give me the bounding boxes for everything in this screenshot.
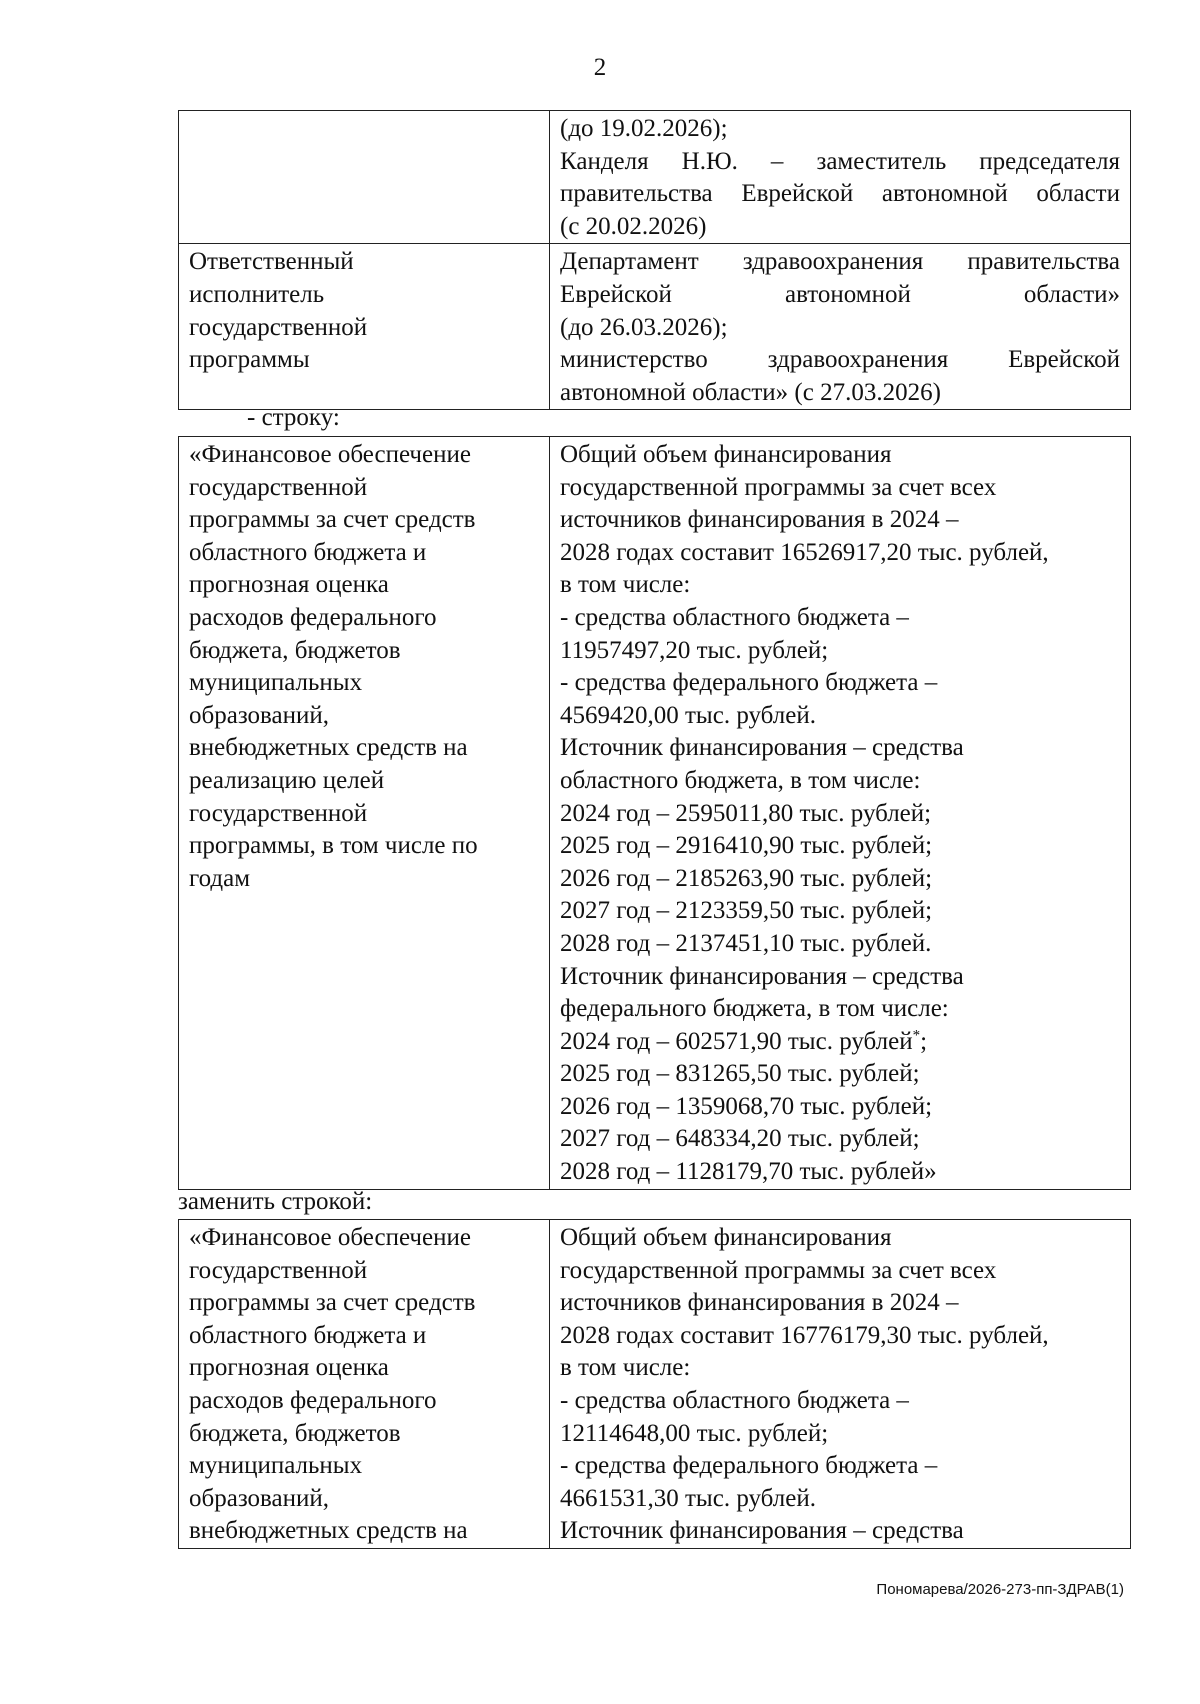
table-row [179, 111, 1131, 244]
new-financing-table [178, 1219, 1131, 1549]
row-value-cell [550, 111, 1131, 244]
text-line: государственной программы за счет всех [560, 1256, 997, 1284]
text-line: 2024 год – 2595011,80 тыс. рублей; [560, 799, 932, 827]
text-line: бюджета, бюджетов [189, 1419, 401, 1447]
text-line: Источник финансирования – средства [560, 962, 964, 990]
text-line: государственной [189, 799, 368, 827]
text-line: государственной программы за счет всех [560, 473, 997, 501]
text-line: «Финансовое обеспечение [189, 441, 471, 468]
text-line: - средства федерального бюджета – [560, 1452, 938, 1480]
text-line: образований, [189, 1484, 330, 1512]
text-line: областного бюджета и [189, 1321, 427, 1349]
text-line: (до 26.03.2026); [560, 313, 728, 341]
text-line: внебюджетных средств на [189, 1517, 468, 1545]
text-line: Общий объем финансирования [560, 441, 892, 468]
text-line: Общий объем финансирования [560, 1224, 892, 1251]
table-row [179, 1220, 1131, 1549]
row-value-cell [550, 1220, 1131, 1549]
text-line: 2027 год – 2123359,50 тыс. рублей; [560, 897, 933, 925]
text-line: государственной [189, 313, 368, 341]
footnote-mark: * [912, 1027, 921, 1044]
text-line: Ответственный [189, 248, 354, 276]
curator-executor-table [178, 110, 1131, 410]
text-line: программы за счет средств [189, 1289, 476, 1317]
text-line: Еврейской автономной области» [560, 280, 1120, 308]
text-line: Департамент здравоохранения правительства [560, 248, 1120, 276]
text-line: расходов федерального [189, 1386, 437, 1414]
instruction-label: - строку: [247, 404, 340, 431]
row-label-cell [179, 111, 550, 244]
text-line: Источник финансирования – средства [560, 1517, 964, 1545]
text-line: 4661531,30 тыс. рублей. [560, 1484, 816, 1512]
text-line: программы [189, 346, 310, 374]
text-line: Канделя Н.Ю. – заместитель председателя [560, 147, 1120, 175]
text-line: областного бюджета, в том числе: [560, 766, 921, 794]
text-line: государственной [189, 473, 368, 501]
table-row [179, 437, 1131, 1190]
text-line: 4569420,00 тыс. рублей. [560, 701, 816, 729]
text-line: прогнозная оценка [189, 1354, 389, 1382]
text-line: федерального бюджета, в том числе: [560, 995, 949, 1023]
text-line: 2025 год – 2916410,90 тыс. рублей; [560, 832, 933, 860]
text-line: 2028 год – 1128179,70 тыс. рублей» [560, 1158, 937, 1186]
text-line: 2026 год – 2185263,90 тыс. рублей; [560, 864, 933, 892]
text-line: (с 20.02.2026) [560, 212, 707, 240]
text-line: правительства Еврейской автономной области [560, 180, 1120, 208]
text-line: 11957497,20 тыс. рублей; [560, 636, 829, 664]
text-line: программы, в том числе по [189, 832, 478, 860]
text-line: 12114648,00 тыс. рублей; [560, 1419, 829, 1447]
text-line: 2028 годах составит 16776179,30 тыс. рублей, [560, 1321, 1049, 1349]
text-line: реализацию целей [189, 766, 385, 794]
text-line: муниципальных [189, 669, 363, 697]
text-line: - средства областного бюджета – [560, 603, 909, 631]
page-number: 2 [593, 54, 607, 81]
text-line: расходов федерального [189, 603, 437, 631]
text-line: программы за счет средств [189, 506, 476, 534]
text-line: годам [189, 864, 251, 892]
text-line: источников финансирования в 2024 – [560, 1289, 959, 1317]
text-line: источников финансирования в 2024 – [560, 506, 959, 534]
text-line: министерство здравоохранения Еврейской [560, 346, 1120, 374]
text-line: исполнитель [189, 280, 325, 308]
row-value-cell [550, 244, 1131, 410]
text-line: образований, [189, 701, 330, 729]
row-label-cell [179, 437, 550, 1190]
row-label-cell [179, 1220, 550, 1549]
text-line: автономной области» (с 27.03.2026) [560, 378, 941, 406]
text-line: 2025 год – 831265,50 тыс. рублей; [560, 1060, 920, 1088]
footnote-tail: ; [920, 1027, 928, 1055]
text-line: внебюджетных средств на [189, 734, 468, 762]
row-value-cell [550, 437, 1131, 1190]
text-line: 2027 год – 648334,20 тыс. рублей; [560, 1125, 920, 1153]
text-line: 2024 год – 602571,90 тыс. рублей [560, 1027, 913, 1055]
text-line: государственной [189, 1256, 368, 1284]
text-line: в том числе: [560, 1354, 691, 1382]
text-line: прогнозная оценка [189, 571, 389, 599]
text-line: муниципальных [189, 1452, 363, 1480]
text-line: 2028 год – 2137451,10 тыс. рублей. [560, 929, 932, 957]
text-line: (до 19.02.2026); [560, 115, 728, 142]
text-line: - средства областного бюджета – [560, 1386, 909, 1414]
text-line: 2028 годах составит 16526917,20 тыс. рублей, [560, 538, 1049, 566]
document-code: Пономарева/2026-273-пп-ЗДРАВ(1) [876, 1581, 1124, 1598]
text-line: 2026 год – 1359068,70 тыс. рублей; [560, 1092, 933, 1120]
text-line: - средства федерального бюджета – [560, 669, 938, 697]
row-label-cell [179, 244, 550, 410]
text-line: Источник финансирования – средства [560, 734, 964, 762]
text-line: областного бюджета и [189, 538, 427, 566]
text-line: бюджета, бюджетов [189, 636, 401, 664]
instruction-label: заменить строкой: [178, 1188, 373, 1215]
table-row [179, 244, 1131, 410]
text-line: «Финансовое обеспечение [189, 1224, 471, 1251]
old-financing-table [178, 436, 1131, 1190]
text-line: в том числе: [560, 571, 691, 599]
text-line-with-footnote [560, 1026, 1120, 1059]
